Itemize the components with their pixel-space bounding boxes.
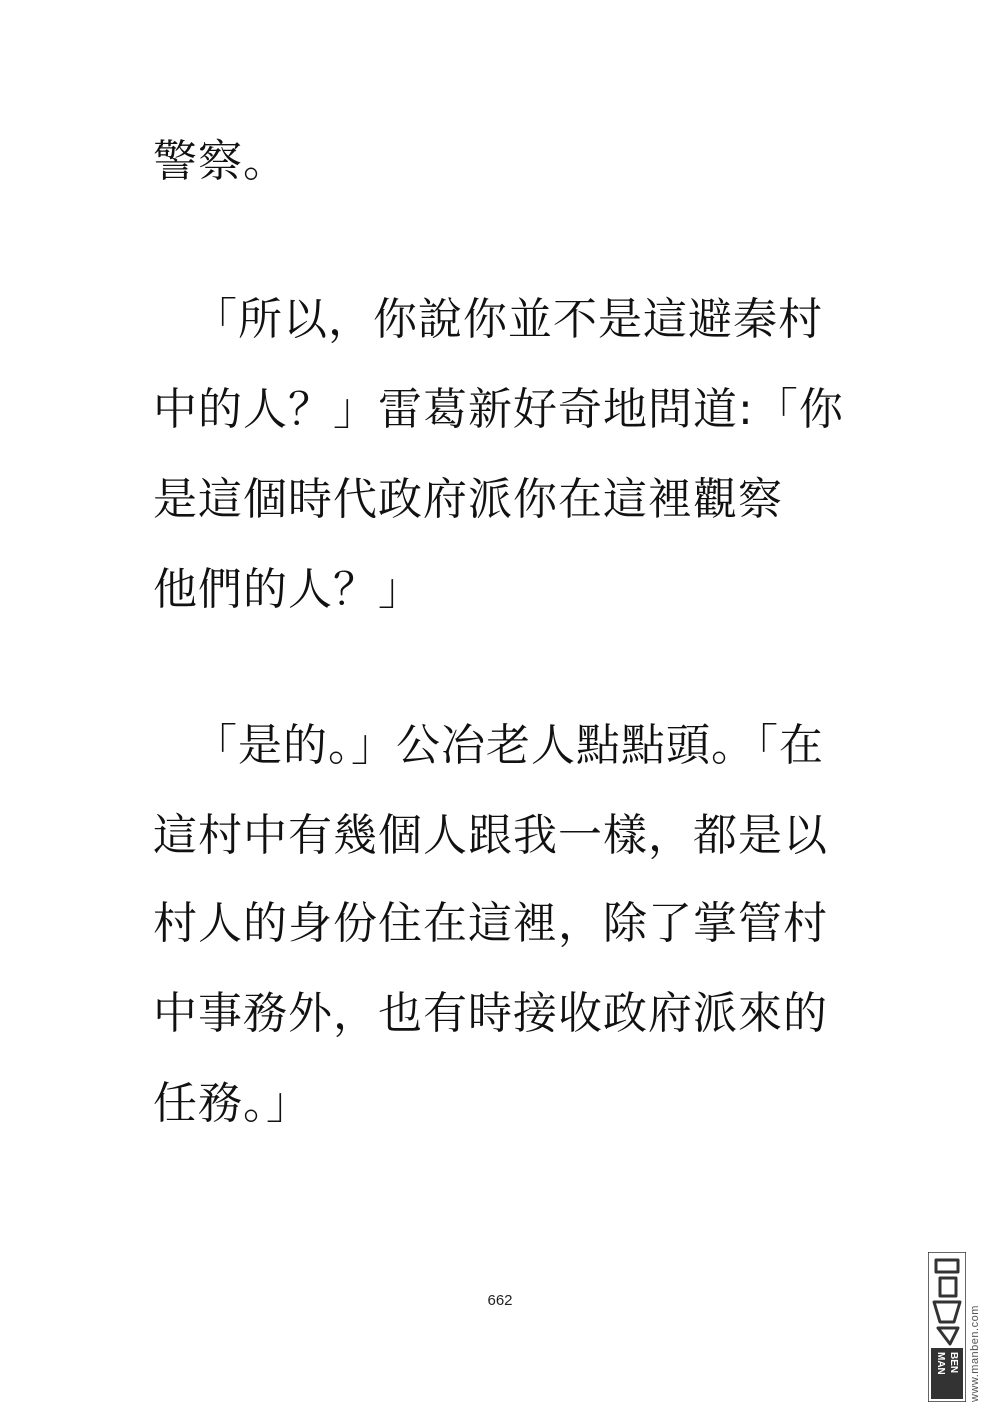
text-line-6: 「是的。」公冶老人點點頭。「在 [193, 720, 824, 771]
svg-text:MAN: MAN [935, 1352, 946, 1375]
text-line-7: 這村中有幾個人跟我一樣，都是以 [153, 810, 828, 861]
text-line-9: 中事務外，也有時接收政府派來的 [153, 988, 828, 1039]
text-line-10: 任務。」 [153, 1078, 311, 1129]
watermark-url: www.manben.com [969, 1305, 981, 1402]
page-number: 662 [487, 1292, 513, 1309]
text-line-2: 「所以，你說你並不是這避秦村 [193, 294, 823, 345]
svg-text:BEN: BEN [948, 1352, 959, 1374]
text-line-1: 警察。 [153, 136, 288, 187]
site-watermark [928, 1252, 990, 1402]
text-line-4: 是這個時代政府派你在這裡觀察 [153, 474, 783, 525]
text-line-5: 他們的人？」 [153, 564, 423, 615]
manben-logo-icon [928, 1252, 966, 1402]
text-line-8: 村人的身份住在這裡，除了掌管村 [153, 898, 828, 949]
text-line-3: 中的人？」雷葛新好奇地問道:「你 [153, 384, 844, 435]
